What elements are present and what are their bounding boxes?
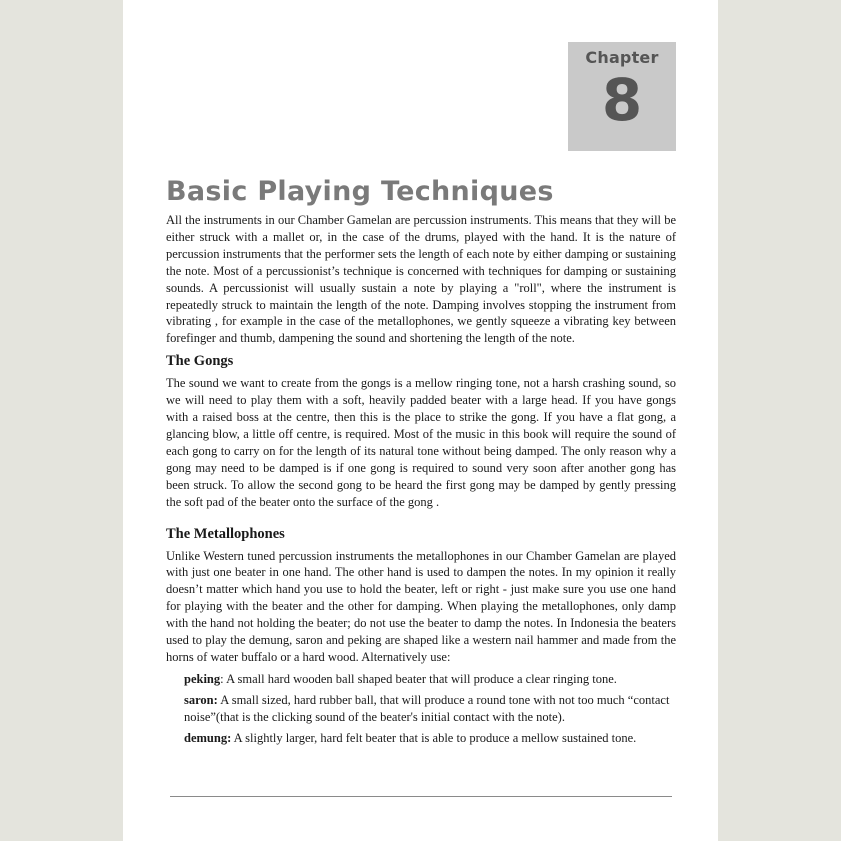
gongs-paragraph: The sound we want to create from the gongs is a mellow ringing tone, not a harsh crashing sound, so we will need to play them with a soft, heavily padded beater with a large head. If you have gongs with a raised boss at the centre, then this is the place to strike the gong. If you have a flat gong, a glancing blow, a little off centre, is required. Most of the music in this book will require the sound of each gong to carry on for the length of its natural tone without being damped. The only reason why a gong may need to be damped is if one gong is required to sound very soon after another gong has been struck. To allow the second gong to be heard the first gong may be damped by gently pressing the soft pad of the beater onto the surface of the gong .: [166, 376, 676, 509]
beater-description: A small sized, hard rubber ball, that will produce a round tone with not too much “contact noise”(that is the clicking sound of the beater's initial contact with the note).: [184, 692, 670, 724]
beater-item-peking: peking: A small hard wooden ball shaped beater that will produce a clear ringing tone.: [184, 671, 617, 686]
chapter-number: 8: [601, 66, 643, 134]
beater-description: A small hard wooden ball shaped beater that will produce a clear ringing tone.: [226, 671, 617, 686]
chapter-label: Chapter: [585, 48, 659, 67]
book-page: [123, 0, 718, 841]
intro-paragraph: All the instruments in our Chamber Gamelan are percussion instruments. This means that they will be either struck with a mallet or, in the case of the drums, played with the hand. It is the nature of percussion instruments that the performer sets the length of each note by either damping or sustaining the note. Most of a percussionist’s technique is concerned with techniques for damping or sustaining sounds. A percussionist will usually sustain a note by playing a "roll", where the instrument is repeatedly struck to maintain the length of the note. Damping involves stopping the instrument from vibrating , for example in the case of the metallophones, we gently squeeze a vibrating key between forefinger and thumb, dampening the sound and shortening the length of the note.: [166, 213, 676, 346]
gongs-heading: The Gongs: [166, 353, 234, 370]
beater-term: peking: [184, 671, 221, 686]
page-title: Basic Playing Techniques: [166, 176, 554, 207]
chapter-box: [568, 42, 676, 151]
page-content: [166, 176, 676, 751]
beater-term: saron:: [184, 692, 218, 707]
beater-item-demung: [184, 730, 676, 747]
beater-term: demung:: [184, 730, 232, 745]
beater-item-saron: [184, 692, 676, 726]
beater-description: A slightly larger, hard felt beater that is able to produce a mellow sustained tone.: [233, 730, 637, 745]
metallophones-paragraph: Unlike Western tuned percussion instruments the metallophones in our Chamber Gamelan are played with just one beater in one hand. The other hand is used to dampen the notes. In my opinion it really doesn’t matter which hand you use to hold the beater, left or right - just make sure you use one hand for playing with the beater and the other for damping. When playing the metallophones, only damp with the hand not holding the beater; do not use the beater to damp the notes. In Indonesia the beaters used to play the demung, saron and peking are shaped like a western nail hammer and made from the horns of water buffalo or a hard wood. Alternatively use:: [166, 548, 676, 664]
footer-divider: [170, 796, 672, 797]
beater-list: [184, 671, 676, 747]
metallophones-heading: The Metallophones: [166, 525, 285, 542]
